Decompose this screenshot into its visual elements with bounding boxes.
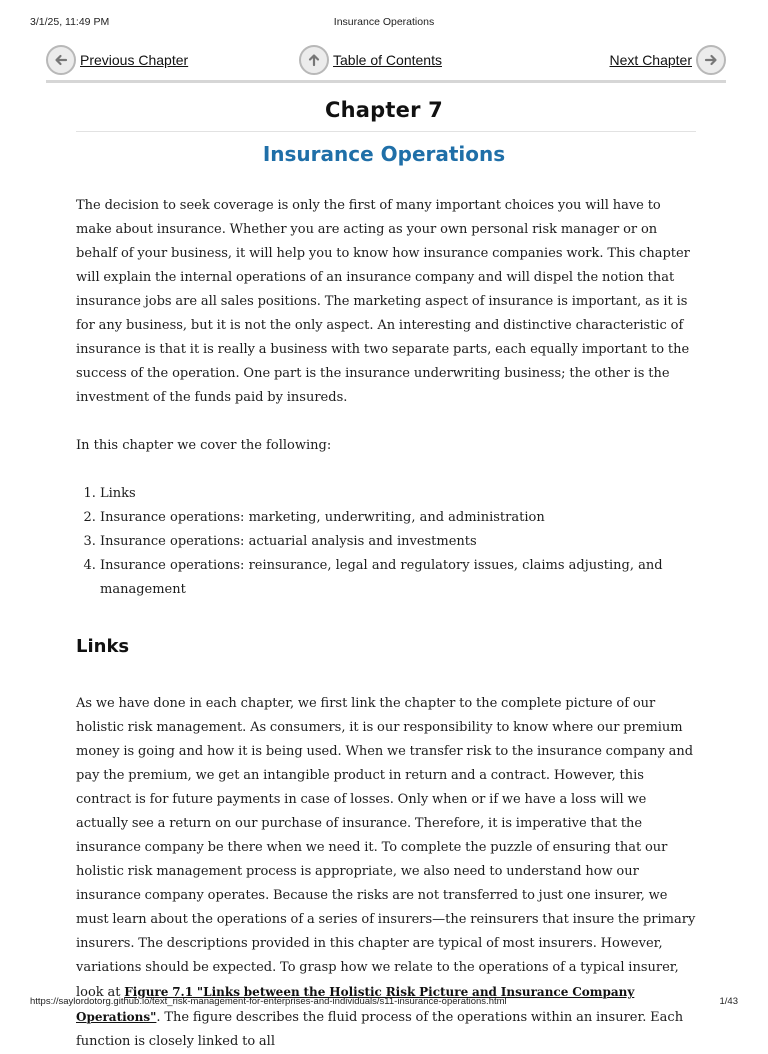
- page-url: https://saylordotorg.github.io/text_risk-management-for-enterprises-and-individuals/s11-insurance-operations.html: [30, 996, 507, 1007]
- intro-paragraph: The decision to seek coverage is only the first of many important choices you will have to make about insurance. Whether you are acting as your own personal risk manager or on behalf of your business, it will help you to know how insurance companies work. This chapter will explain the internal operations of an insurance company and will dispel the notion that insurance jobs are all sales positions. The marketing aspect of insurance is important, as it is for any business, but it is not the only aspect. An interesting and distinctive characteristic of insurance is that it is really a business with two separate parts, each equally important to the success of the operation. One part is the insurance underwriting business; the other is the investment of the funds paid by insureds.: [76, 198, 690, 405]
- arrow-right-icon: [696, 45, 726, 75]
- links-section-heading: Links: [76, 636, 130, 657]
- links-text-after: . The figure describes the fluid process of the operations within an insurer. Each function is closely linked to all: [76, 1010, 684, 1049]
- list-item: 3. Insurance operations: actuarial analysis and investments: [100, 530, 696, 554]
- chapter-topics-list: [76, 482, 696, 602]
- list-intro: In this chapter we cover the following:: [76, 438, 332, 453]
- arrow-up-icon: [299, 45, 329, 75]
- navigation-divider: [46, 80, 726, 83]
- print-page-title: Insurance Operations: [333, 16, 435, 28]
- print-datetime: 3/1/25, 11:49 PM: [30, 16, 110, 28]
- table-of-contents-label[interactable]: Table of Contents: [333, 52, 442, 68]
- list-item: 1. Links: [100, 482, 696, 506]
- chapter-navigation: [46, 44, 726, 80]
- table-of-contents-link[interactable]: [299, 44, 442, 76]
- chapter-title: Insurance Operations: [262, 142, 506, 166]
- chapter-number: Chapter 7: [325, 98, 443, 122]
- previous-chapter-link[interactable]: [46, 44, 188, 76]
- next-chapter-link[interactable]: [610, 44, 726, 76]
- list-item: 4. Insurance operations: reinsurance, legal and regulatory issues, claims adjusting, and management: [100, 554, 696, 602]
- previous-chapter-label[interactable]: Previous Chapter: [80, 52, 189, 68]
- links-text-before: As we have done in each chapter, we first link the chapter to the complete picture of our holistic risk management. As consumers, it is our responsibility to know where our premium money is going and how it is being used. When we transfer risk to the insurance company and pay the premium, we get an intangible product in return and a contract. However, this contract is for future payments in case of losses. Only when or if we have a loss will we actually see a return on our purchase of insurance. Therefore, it is imperative that the insurance company be there when we need it. To complete the puzzle of ensuring that our holistic risk management process is appropriate, we also need to understand how our insurance company operates. Because the risks are not transferred to just one insurer, we must learn about the operations of a series of insurers—the reinsurers that insure the primary insurers. The descriptions provided in this chapter are typical of most insurers. However, variations should be expected. To grasp how we relate to the operations of a typical insurer, look at: [76, 696, 696, 1000]
- chapter-content: [76, 194, 696, 1054]
- print-header: [0, 16, 768, 30]
- print-footer: [0, 996, 768, 1010]
- chapter-divider: [76, 131, 696, 132]
- figure-7-1-link[interactable]: Figure 7.1 "Links between the Holistic Risk Picture and Insurance Company Operations": [76, 985, 635, 1024]
- arrow-left-icon: [46, 45, 76, 75]
- page-number: 1/43: [719, 996, 738, 1007]
- list-item: 2. Insurance operations: marketing, underwriting, and administration: [100, 506, 696, 530]
- next-chapter-label[interactable]: Next Chapter: [609, 52, 692, 68]
